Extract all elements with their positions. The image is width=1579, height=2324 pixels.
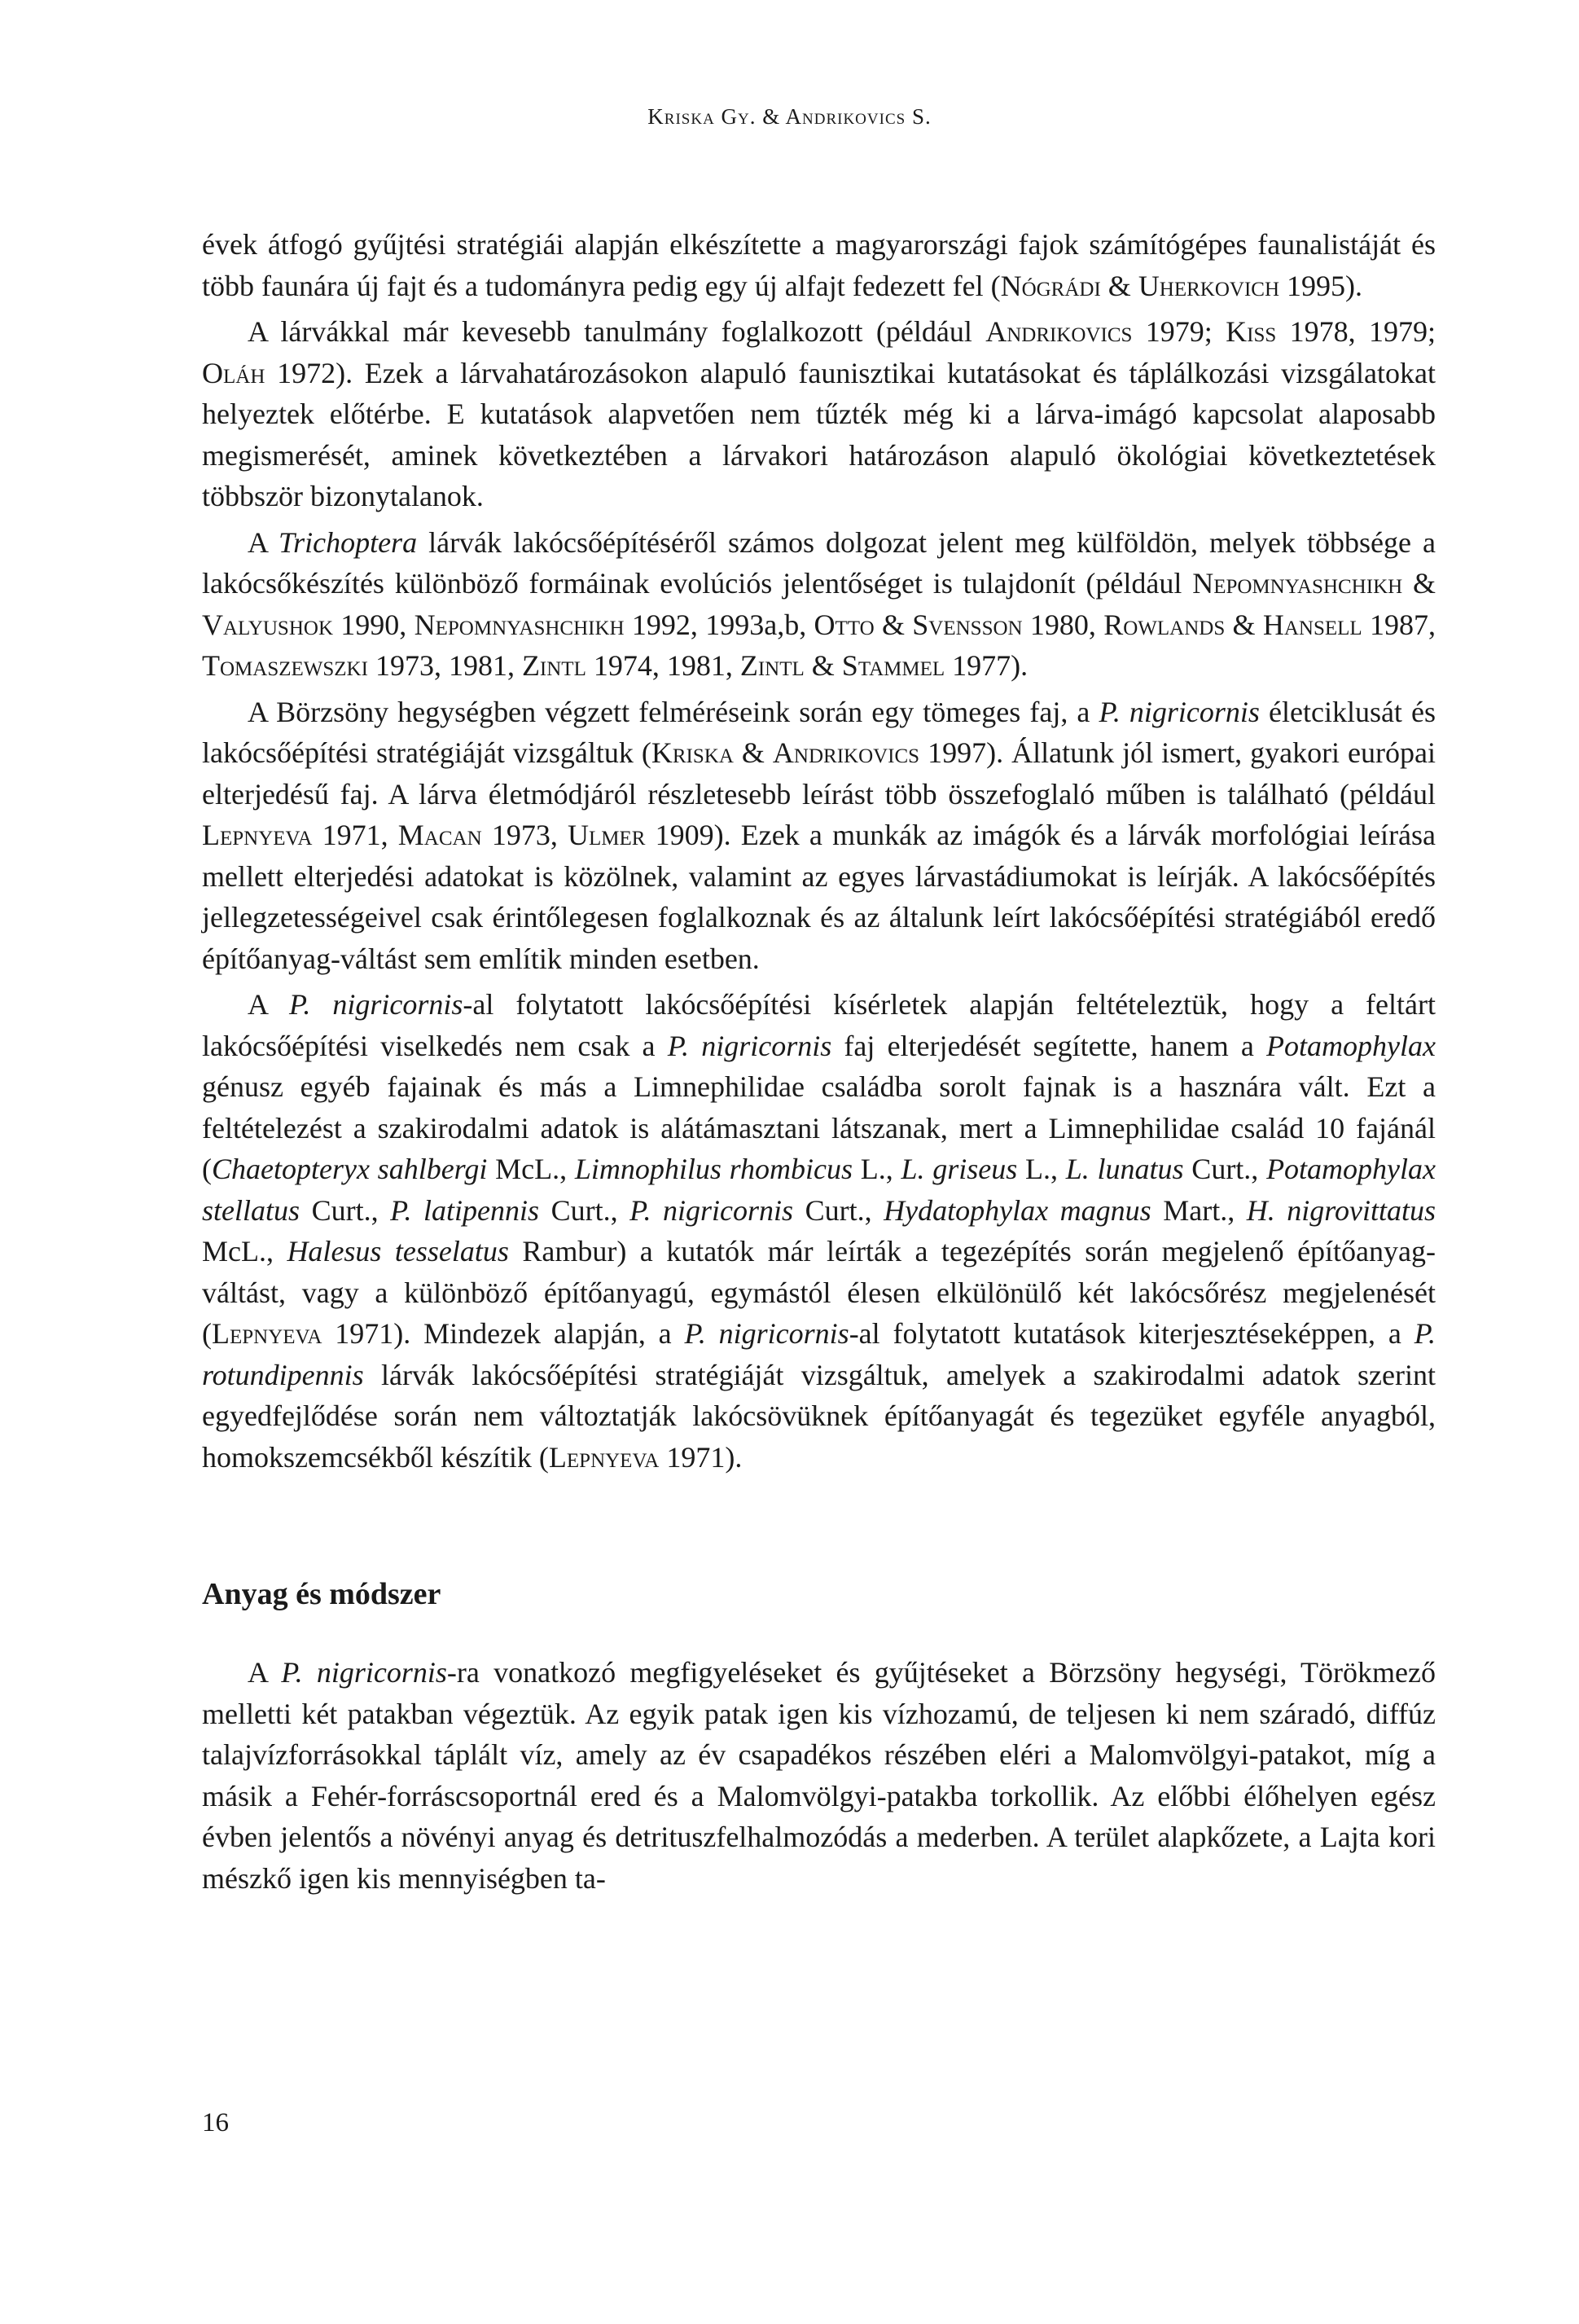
text-run: McL., [202,1235,287,1267]
text-run: & [804,649,842,682]
text-run: Rambur) a kutatók már leírták a tegezépítés során megjelenő építőanyag-váltást, vagy a különböző építőanyagú, egymástól élesen elkülönülő két lakócsőrész megjelenését ( [202,1235,1436,1350]
text-run: 1973, 1981, [367,649,522,682]
text-run: & [1225,608,1263,641]
author-name: Lepnyeva [202,819,313,851]
text-run: Curt., [793,1193,884,1227]
text-run: 1977). [945,649,1029,682]
text-run: génusz egyéb fajainak és más a Limnephilidae családba sorolt fajnak is a hasznára vált. Ezt a feltételezést a szakirodalmi adatok is alátámasztani látszanak, mert a Limnephilidae család 10 fajánál ( [202,1070,1436,1185]
text-run: Curt., [300,1193,391,1227]
author-name: Kiss [1226,315,1277,348]
text-run: lárvák lakócsőépítési stratégiáját vizsgáltuk, amelyek a szakirodalmi adatok szerint egyedfejlődése során nem változtatják lakócsövüknek építőanyagát és tegezüket egyféle anyagból, homokszemcsékből készítik ( [202,1358,1436,1474]
italic-taxon: Trichoptera [279,525,418,559]
text-run: 1980, [1022,608,1104,641]
text-run: & [733,736,773,769]
section-heading: Anyag és módszer [202,1577,441,1611]
author-name: Andrikovics [772,736,920,769]
text-run: faj elterjedését segítette, hanem a [831,1029,1267,1062]
italic-taxon: H. nigrovittatus [1246,1193,1436,1227]
italic-taxon: L. griseus [901,1153,1018,1185]
author-name: Nógrádi [1000,269,1101,302]
author-name: Nepomnyashchikh [1192,567,1403,600]
italic-taxon: Potamophylax stellatus [202,1153,1436,1227]
italic-taxon: Hydatophylax magnus [884,1193,1151,1227]
author-name: Uherkovich [1138,269,1280,302]
running-header: Kriska Gy. & Andrikovics S. [647,104,932,129]
author-name: Lepnyeva [212,1317,322,1350]
text-run: A [248,988,290,1021]
italic-taxon: P. nigricornis [684,1317,849,1350]
text-run: McL., [487,1153,575,1185]
italic-taxon: Limnophilus rhombicus [574,1153,853,1185]
text-run: -al folytatott lakócsőépítési kísérletek alapján feltételeztük, hogy a feltárt lakócsőépítési viselkedés nem csak a [202,988,1436,1062]
italic-taxon: Chaetopteryx sahlbergi [212,1153,488,1185]
text-run: Curt., [539,1193,630,1227]
text-run: lárvák lakócsőépítéséről számos dolgozat jelent meg külföldön, melyek többsége a lakócsőkészítés különböző formáinak evolúciós jelentőséget is tulajdonít (például [202,525,1436,600]
text-run: 1979; [1132,315,1226,348]
paragraph [202,522,1436,687]
author-name: Nepomnyashchikh [414,608,625,641]
italic-taxon: P. nigricornis [667,1029,832,1062]
text-run: & [1402,567,1436,600]
text-run: Mart., [1151,1193,1247,1227]
page-number: 16 [202,2108,229,2137]
author-name: Lepnyeva [548,1440,660,1474]
author-name: Tomaszewszki [202,649,368,682]
text-run: 1992, 1993a,b, [624,608,814,641]
paragraph [202,692,1436,980]
text-run: L., [1017,1153,1066,1185]
author-name: Svensson [912,608,1023,641]
italic-taxon: P. nigricornis [1099,695,1260,728]
paragraph [202,311,1436,517]
paragraph [202,224,1436,306]
text-run: 1995). [1279,269,1363,302]
author-name: Otto [814,608,875,641]
author-name: Zintl [521,649,586,682]
author-name: Zintl [739,649,805,682]
text-run: 1973, [481,819,568,851]
italic-taxon: P. nigricornis [289,988,463,1021]
italic-taxon: Potamophylax [1266,1029,1436,1062]
section-paragraphs [202,1652,1436,1899]
author-name: Hansell [1262,608,1362,641]
author-name: Andrikovics [985,315,1133,348]
text-run: 1990, [333,608,414,641]
text-run: 1987, [1362,608,1436,641]
author-name: Rowlands [1103,608,1226,641]
paragraph [202,984,1436,1478]
text-run: L., [852,1153,901,1185]
italic-taxon: Halesus tesselatus [287,1235,509,1267]
text-run: -ra vonatkozó megfigyeléseket és gyűjtéseket a Börzsöny hegységi, Törökmező melletti két patakban végeztük. Az egyik patak igen kis vízhozamú, de teljesen ki nem száradó, diffúz talajvízforrásokkal táplált víz, amely az év csapadékos részében eléri a Malomvölgyi-patakot, míg a másik a Fehér-forráscsoportnál ered és a Malomvölgyi-patakba torkollik. Az előbbi élőhelyen egész évben jelentős a növényi anyag és detrituszfelhalmozódás a mederben. A terület alapkőzete, a Lajta kori mészkő igen kis mennyiségben ta- [202,1656,1436,1895]
italic-taxon: P. nigricornis [281,1656,447,1689]
text-run: -al folytatott kutatások kiterjesztéseképpen, a [849,1317,1415,1350]
text-run: 1971). [659,1440,743,1474]
italic-taxon: L. lunatus [1065,1153,1184,1185]
text-run: 1978, 1979; [1276,315,1436,348]
text-run: A Börzsöny hegységben végzett felméréseink során egy tömeges faj, a [248,695,1099,728]
author-name: Oláh [202,356,265,389]
text-run: 1974, 1981, [586,649,740,682]
author-name: Valyushok [202,608,333,641]
text-run: életciklusát és lakócsőépítési stratégiáját vizsgáltuk ( [202,695,1436,769]
text-run: A lárvákkal már kevesebb tanulmány foglalkozott (például [248,315,986,348]
author-name: Stammel [841,649,945,682]
text-run: 1997). Állatunk jól ismert, gyakori európai elterjedésű faj. A lárva életmódjáról részletesebb leírást több összefoglaló műben is található (például [202,736,1436,811]
italic-taxon: P. nigricornis [629,1193,794,1227]
italic-taxon: P. rotundipennis [202,1317,1436,1391]
text-run: 1972). Ezek a lárvahatározásokon alapuló faunisztikai kutatásokat és táplálkozási vizsgálatokat helyeztek előtérbe. E kutatások alapvetően nem tűzték még ki a lárva-imágó kapcsolat alaposabb megismerését, aminek következtében a lárvakori határozáson alapuló ökológiai következtetések többször bizonytalanok. [202,356,1436,512]
text-run: 1971). Mindezek alapján, a [322,1317,685,1350]
main-text [202,224,1436,1899]
intro-paragraphs [202,224,1436,1478]
paragraph [202,1652,1436,1899]
text-run: Curt., [1183,1153,1267,1185]
italic-taxon: P. latipennis [390,1193,540,1227]
text-run: A [248,525,279,559]
author-name: Ulmer [568,819,646,851]
author-name: Kriska [651,736,734,769]
text-run: 1909). Ezek a munkák az imágók és a lárvák morfológiai leírása mellett elterjedési adatokat is közölnek, valamint az egyes lárvastádiumokat is leírják. A lakócsőépítés jellegzetességeivel csak érintőlegesen foglalkoznak és az általunk leírt lakócsőépítési stratégiából eredő építőanyag-váltást sem említik minden esetben. [202,819,1436,975]
text-run: 1971, [312,819,398,851]
text-run: & [1100,269,1138,302]
text-run: & [874,608,913,641]
author-name: Macan [397,819,482,851]
text-run: évek átfogó gyűjtési stratégiái alapján elkészítette a magyarországi fajok számítógépes faunalistáját és több faunára új fajt és a tudományra pedig egy új alfajt fedezett fel ( [202,228,1436,302]
text-run: A [248,1656,282,1689]
